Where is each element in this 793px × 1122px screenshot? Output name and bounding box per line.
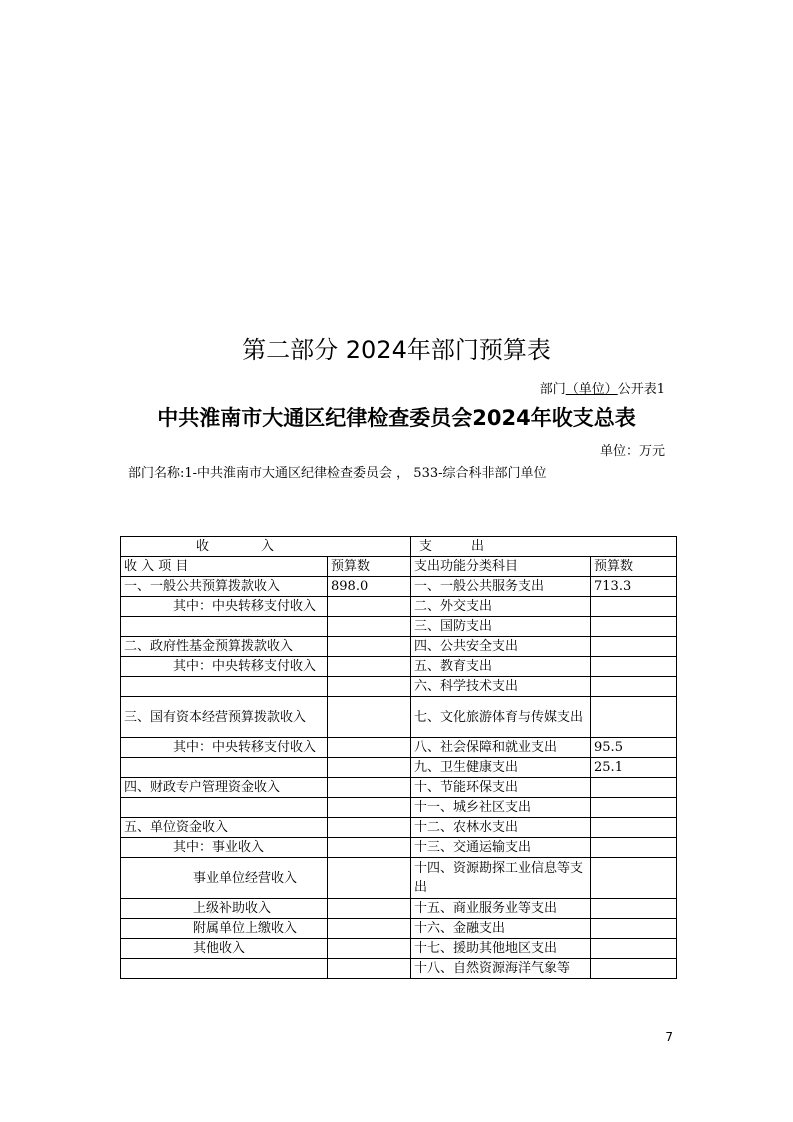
income-item-cell <box>121 959 328 979</box>
table-number-underline: （单位） <box>565 382 618 397</box>
expense-item-cell: 十八、自然资源海洋气象等 <box>411 959 591 979</box>
table-row <box>121 838 677 858</box>
income-item-cell <box>121 798 328 818</box>
expense-item-cell: 十七、援助其他地区支出 <box>411 939 591 959</box>
income-amount-cell <box>328 758 411 778</box>
expense-amount-cell <box>591 657 677 677</box>
income-item-cell: 其中：中央转移支付收入 <box>121 657 328 677</box>
table-row <box>121 919 677 939</box>
table-row <box>121 738 677 758</box>
expense-amount-cell <box>591 778 677 798</box>
income-item-cell: 四、财政专户管理资金收入 <box>121 778 328 798</box>
expense-item-cell: 六、科学技术支出 <box>411 677 591 697</box>
expense-amount-cell <box>591 617 677 637</box>
department-name: 部门名称:1-中共淮南市大通区纪律检查委员会 ， 533-综合科非部门单位 <box>128 466 547 481</box>
income-item-cell: 三、国有资本经营预算拨款收入 <box>121 697 328 738</box>
expense-item-cell: 九、卫生健康支出 <box>411 758 591 778</box>
table-row <box>121 677 677 697</box>
expense-item-cell: 十二、农林水支出 <box>411 818 591 838</box>
expense-amount-cell <box>591 899 677 919</box>
expense-amount-cell <box>591 637 677 657</box>
income-amount-cell <box>328 838 411 858</box>
income-amount-cell <box>328 657 411 677</box>
col-expense-item: 支出功能分类科目 <box>411 557 591 577</box>
expense-amount-cell <box>591 597 677 617</box>
income-amount-cell <box>328 858 411 899</box>
income-item-cell: 事业单位经营收入 <box>121 858 328 899</box>
expense-amount-cell <box>591 798 677 818</box>
income-amount-cell <box>328 899 411 919</box>
expense-header: 支 出 <box>411 537 677 557</box>
income-item-cell: 其他收入 <box>121 939 328 959</box>
table-row <box>121 697 677 738</box>
expense-item-cell: 八、社会保障和就业支出 <box>411 738 591 758</box>
table-row <box>121 597 677 617</box>
col-expense-amount: 预算数 <box>591 557 677 577</box>
expense-item-cell: 四、公共安全支出 <box>411 637 591 657</box>
table-header-row <box>121 537 677 557</box>
expense-amount-cell: 25.1 <box>591 758 677 778</box>
table-row <box>121 617 677 637</box>
table-row <box>121 959 677 979</box>
expense-amount-cell <box>591 939 677 959</box>
expense-item-cell: 一、一般公共服务支出 <box>411 577 591 597</box>
table-row <box>121 798 677 818</box>
part-title: 第二部分 2024年部门预算表 <box>242 336 551 364</box>
expense-amount-cell <box>591 858 677 899</box>
expense-item-cell: 十一、城乡社区支出 <box>411 798 591 818</box>
income-amount-cell <box>328 617 411 637</box>
income-item-cell <box>121 677 328 697</box>
table-row <box>121 657 677 677</box>
income-amount-cell <box>328 597 411 617</box>
income-amount-cell <box>328 738 411 758</box>
income-amount-cell <box>328 697 411 738</box>
main-title: 中共淮南市大通区纪律检查委员会2024年收支总表 <box>157 406 636 430</box>
income-header: 收 入 <box>121 537 411 557</box>
column-header-row <box>121 557 677 577</box>
income-amount-cell <box>328 919 411 939</box>
expense-amount-cell <box>591 919 677 939</box>
expense-item-cell: 五、教育支出 <box>411 657 591 677</box>
income-item-cell: 上级补助收入 <box>121 899 328 919</box>
income-item-cell <box>121 758 328 778</box>
table-row <box>121 858 677 899</box>
income-item-cell: 一、一般公共预算拨款收入 <box>121 577 328 597</box>
income-item-cell: 附属单位上缴收入 <box>121 919 328 939</box>
table-number-suffix: 公开表1 <box>617 382 665 397</box>
table-number <box>540 378 665 397</box>
budget-summary-table <box>120 536 677 979</box>
income-item-cell: 五、单位资金收入 <box>121 818 328 838</box>
expense-item-cell: 三、国防支出 <box>411 617 591 637</box>
table-row <box>121 758 677 778</box>
income-item-cell: 其中：中央转移支付收入 <box>121 738 328 758</box>
expense-amount-cell <box>591 818 677 838</box>
expense-item-cell: 二、外交支出 <box>411 597 591 617</box>
income-amount-cell: 898.0 <box>328 577 411 597</box>
expense-amount-cell <box>591 959 677 979</box>
expense-amount-cell <box>591 677 677 697</box>
expense-item-cell: 十三、交通运输支出 <box>411 838 591 858</box>
income-item-cell: 其中：中央转移支付收入 <box>121 597 328 617</box>
table-row <box>121 899 677 919</box>
col-income-item: 收 入 项 目 <box>121 557 328 577</box>
income-item-cell <box>121 617 328 637</box>
income-amount-cell <box>328 818 411 838</box>
table-row <box>121 577 677 597</box>
income-item-cell: 二、政府性基金预算拨款收入 <box>121 637 328 657</box>
table-row <box>121 778 677 798</box>
expense-item-cell: 十四、资源勘探工业信息等支出 <box>411 858 591 899</box>
page-number: 7 <box>665 1030 673 1044</box>
income-amount-cell <box>328 677 411 697</box>
expense-amount-cell: 713.3 <box>591 577 677 597</box>
expense-item-cell: 十五、商业服务业等支出 <box>411 899 591 919</box>
expense-item-cell: 十六、金融支出 <box>411 919 591 939</box>
expense-item-cell: 七、文化旅游体育与传媒支出 <box>411 697 591 738</box>
income-amount-cell <box>328 778 411 798</box>
income-amount-cell <box>328 798 411 818</box>
income-amount-cell <box>328 637 411 657</box>
expense-item-cell: 十、节能环保支出 <box>411 778 591 798</box>
expense-amount-cell <box>591 838 677 858</box>
table-row <box>121 818 677 838</box>
expense-amount-cell: 95.5 <box>591 738 677 758</box>
table-number-prefix: 部门 <box>539 382 566 397</box>
col-income-amount: 预算数 <box>328 557 411 577</box>
income-item-cell: 其中：事业收入 <box>121 838 328 858</box>
expense-amount-cell <box>591 697 677 738</box>
income-amount-cell <box>328 959 411 979</box>
unit-label: 单位：万元 <box>599 444 665 459</box>
table-row <box>121 939 677 959</box>
income-amount-cell <box>328 939 411 959</box>
table-row <box>121 637 677 657</box>
